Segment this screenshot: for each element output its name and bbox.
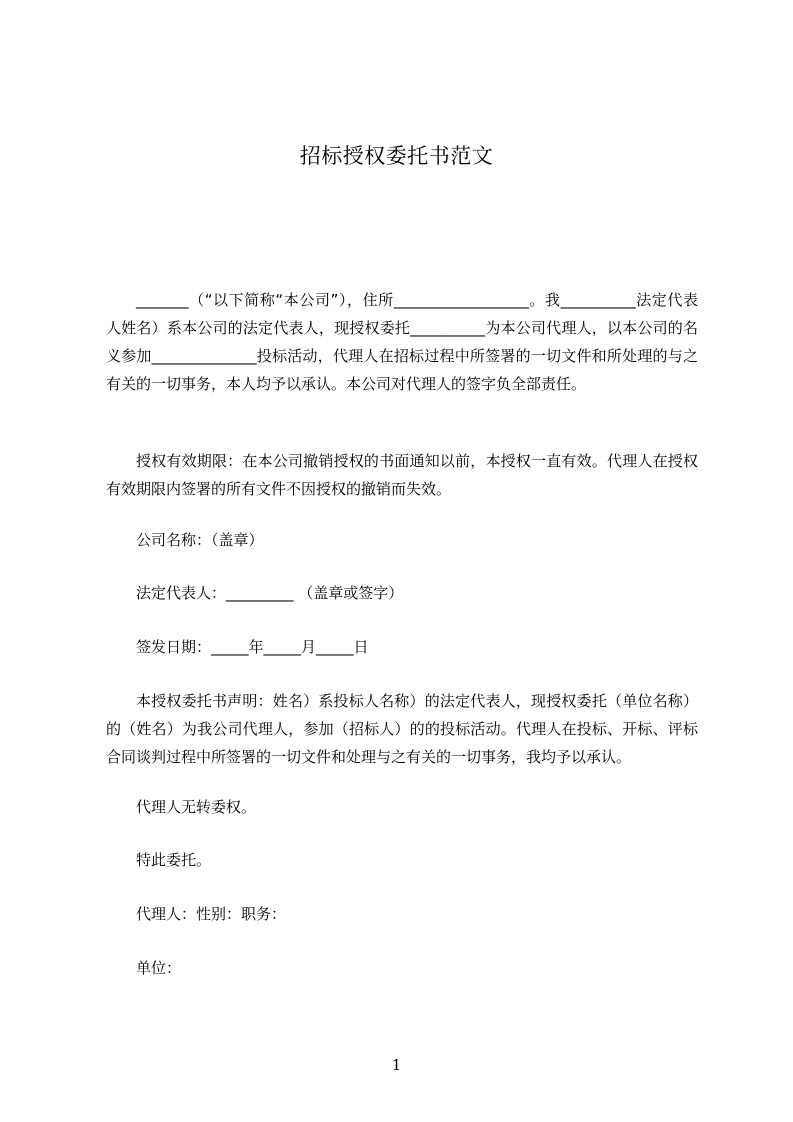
agent-info-line: 代理人：性别：职务： <box>136 905 287 923</box>
no-transfer-line: 代理人无转委权。 <box>136 798 257 816</box>
issue-date-line: 签发日期：_____年_____月_____日 <box>136 638 369 656</box>
document-title: 招标授权委托书范文 <box>299 144 494 168</box>
statement-paragraph: 本授权委托书声明：姓名）系投标人名称）的法定代表人，现授权委托（单位名称）的（姓名）为我公司代理人，参加（招标人）的的投标活动。代理人在投标、开标、评标合同谈判过程中所签署的一切文件和处理与之有关的一切事务，我均予以承认。 <box>106 692 698 766</box>
validity-paragraph: 授权有效期限：在本公司撤销授权的书面通知以前，本授权一直有效。代理人在授权有效期限内签署的所有文件不因授权的撤销而失效。 <box>106 452 698 498</box>
legal-representative-line: 法定代表人：_________ （盖章或签字） <box>136 584 404 602</box>
hereby-entrust-line: 特此委托。 <box>136 851 212 869</box>
page-number: 1 <box>391 1056 402 1074</box>
authorization-paragraph: _______（“以下简称“本公司”），住所__________________。我__________法定代表人姓名）系本公司的法定代表人，现授权委托__________为本公司代理人，以本公司的名义参加______________投标活动，代理人在招标过程中所签署的一切文件和所处理的与之有关的一切事务，本人均予以承认。本公司对代理人的签字负全部责任。 <box>106 291 698 393</box>
unit-line: 单位： <box>136 959 182 977</box>
company-name-line: 公司名称：（盖章） <box>136 531 264 549</box>
